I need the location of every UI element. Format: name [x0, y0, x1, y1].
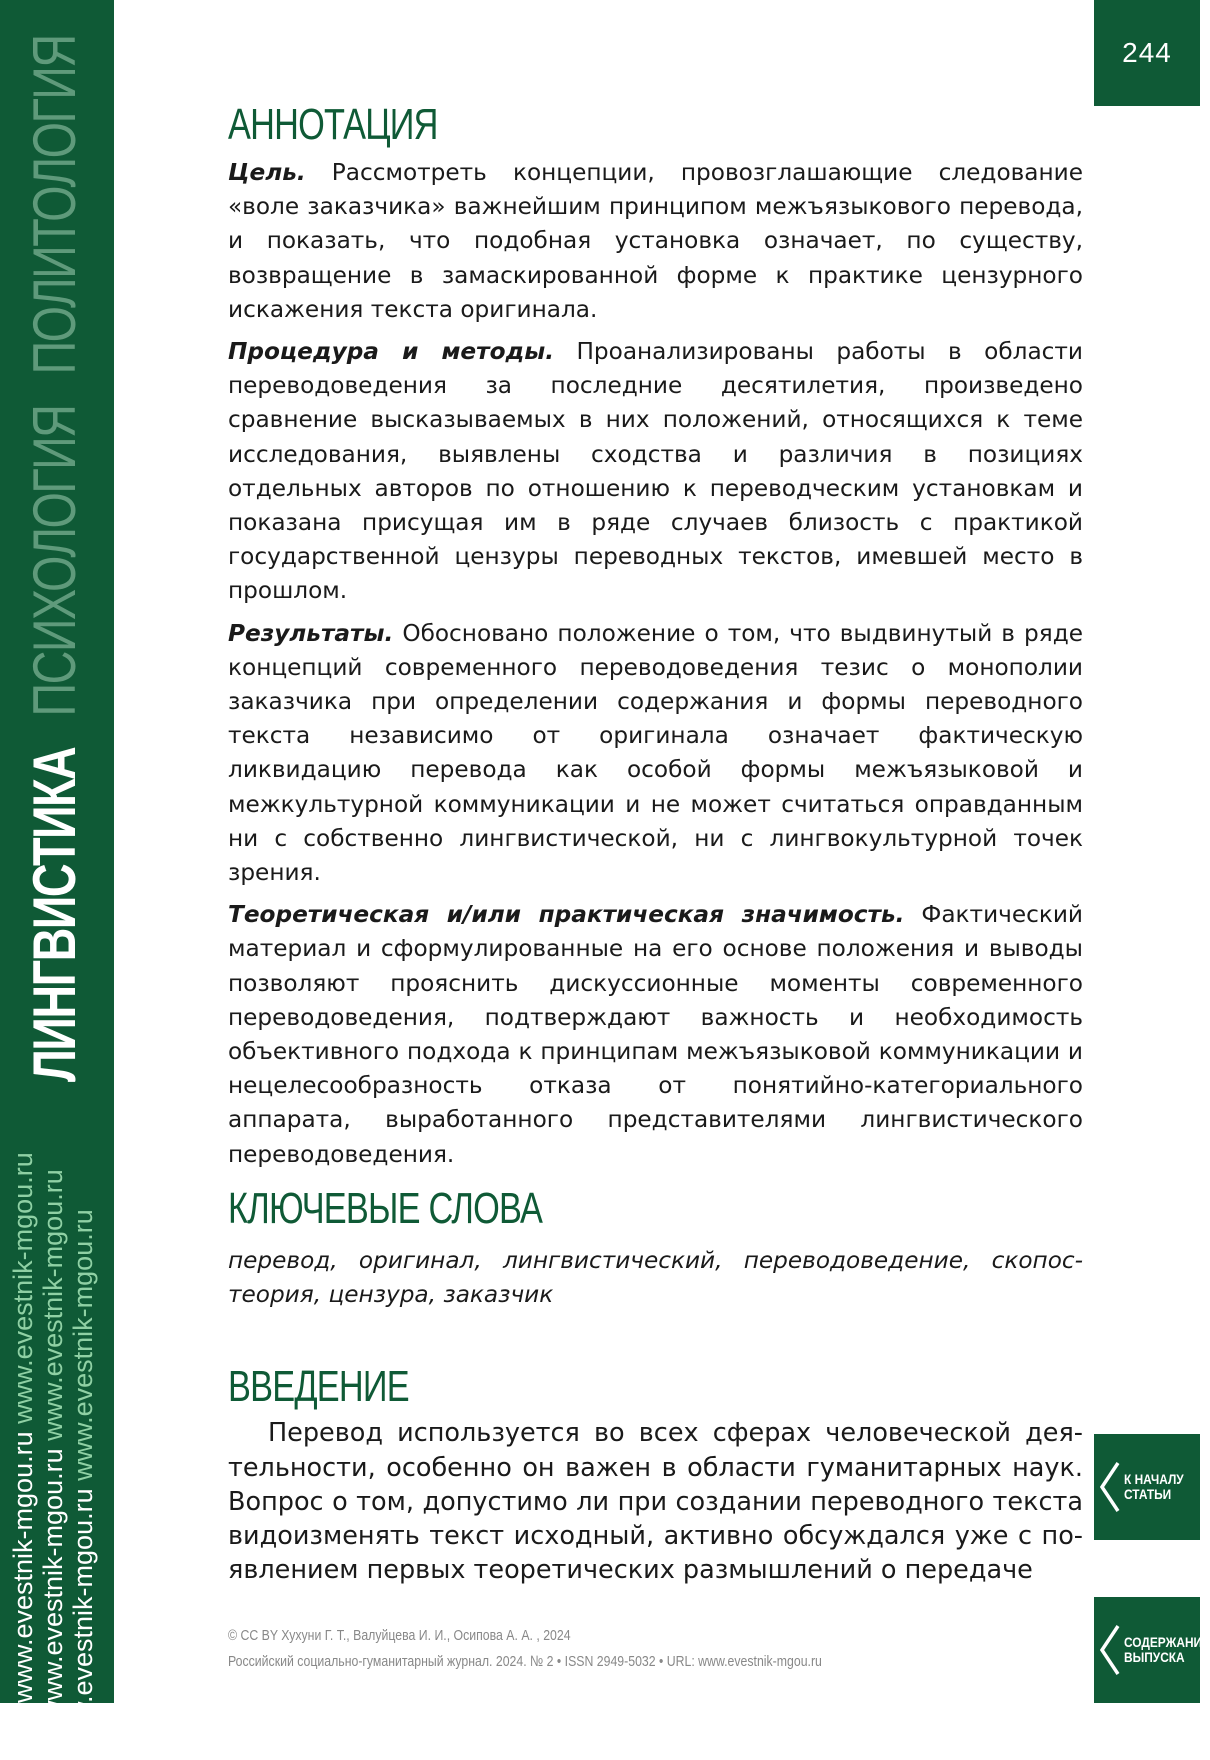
paragraph-text: Рассмотреть концепции, провозглашающие следование «воле заказчика» важнейшим принципом межъязыкового перевода, и показать, что подобная установка означает, по существу, возвращение в замаскированной форме к практике цензурного искажения текста оригинала.	[228, 159, 1083, 323]
journal-info-line: Российский социально-гуманитарный журнал. 2024. № 2 • ISSN 2949-5032 • URL: www.evestnik-mgou.ru	[228, 1653, 822, 1670]
paragraph-label: Процедура и методы.	[228, 338, 555, 366]
category-linguistics: ЛИНГВИСТИКА	[21, 747, 88, 1082]
sidebar-url-link[interactable]: www.evestnik-mgou.ru	[38, 1448, 68, 1720]
back-to-article-start-label	[1124, 1472, 1184, 1502]
nav-label-line: К НАЧАЛУ	[1124, 1471, 1184, 1487]
chevron-left-icon	[1098, 1459, 1122, 1515]
nav-label-line: СОДЕРЖАНИЕ	[1124, 1634, 1210, 1650]
copyright-line: © CC BY Хухуни Г. Т., Валуйцева И. И., Осипова А. А. , 2024	[228, 1627, 571, 1644]
annotation-paragraph-results	[228, 617, 1083, 891]
paragraph-text: Обосновано положение о том, что выдвинутый в ряде концепций современного переводоведения тезис о монополии заказчика при определении содержания и формы переводного текста независимо от оригинала означает фактическую ликвидацию перевода как особой формы межъязыковой и межкультурной коммуникации и не может считаться оправданным ни с собственно лингвистической, ни с лингвокультурной точек зрения.	[228, 619, 1083, 887]
annotation-paragraph-methods	[228, 335, 1083, 609]
chevron-left-icon	[1098, 1622, 1122, 1678]
sidebar-url-link[interactable]: www.evestnik-mgou.ru	[68, 1488, 98, 1760]
sidebar-url-link[interactable]: www.evestnik-mgou.ru	[68, 1209, 98, 1481]
page-number: 244	[1094, 0, 1200, 106]
introduction-heading: ВВЕДЕНИЕ	[228, 1362, 409, 1412]
paragraph-label: Цель.	[228, 159, 306, 186]
paragraph-text: Проанализированы работы в области переводоведения за последние десятилетия, произведено сравнение высказываемых в них положений, относящихся к теме исследования, выявлены сходства и различия в позициях отдельных авторов по отношению к переводческим установкам и показана присущая им в ряде случаев близость с практикой государственной цензуры переводных текстов, имевшей место в прошлом.	[228, 338, 1083, 605]
issue-contents-label	[1124, 1635, 1210, 1665]
sidebar-url-link[interactable]: www.evestnik-mgou.ru	[38, 1169, 68, 1441]
article-body	[228, 100, 1083, 1587]
paragraph-label: Теоретическая и/или практическая значимость.	[228, 901, 905, 929]
page-footer	[228, 1623, 822, 1675]
sidebar-url-link[interactable]: www.evestnik-mgou.ru	[8, 1431, 38, 1703]
paragraph-label: Результаты.	[228, 619, 394, 647]
annotation-paragraph-significance	[228, 898, 1083, 1172]
category-psychology: ПСИХОЛОГИЯ	[21, 405, 88, 717]
section-categories	[21, 4, 88, 1082]
sidebar-url-link[interactable]: www.evestnik-mgou.ru	[8, 1152, 38, 1424]
issue-contents-button[interactable]	[1094, 1597, 1210, 1703]
sidebar-url-row-1	[8, 1152, 39, 1703]
keywords-text: перевод, оригинал, лингвистический, переводоведение, скопос-теория, цензура, заказчик	[228, 1246, 1083, 1309]
sidebar-url-row-3	[68, 1209, 99, 1760]
keywords-heading: КЛЮЧЕВЫЕ СЛОВА	[228, 1183, 543, 1233]
paragraph-text: Фактический материал и сформулированные на его основе положения и выводы позволяют прояснить дискуссионные моменты современного переводоведения, подтверждают важность и необходимость объективного подхода к принципам межъязыковой коммуникации и нецелесообразность отказа от понятийно-категориального аппарата, выработанного представителями лингвистического переводоведения.	[228, 901, 1083, 1168]
sidebar	[0, 0, 114, 1760]
nav-label-line: ВЫПУСКА	[1124, 1649, 1185, 1665]
annotation-paragraph-goal	[228, 156, 1083, 327]
sidebar-url-row-2	[38, 1169, 69, 1720]
category-political-science: ПОЛИТОЛОГИЯ	[21, 35, 88, 375]
nav-label-line: СТАТЬИ	[1124, 1486, 1172, 1502]
introduction-text: Перевод используется во всех сферах человеческой деятельности, особенно он важен в области гуманитарных наук. Вопрос о том, допустимо ли при создании переводного текста видоизменять текст исходный, активно обсуждался уже с появлением первых теоретических размышлений о передаче	[228, 1418, 1083, 1586]
back-to-article-start-button[interactable]	[1094, 1434, 1200, 1540]
annotation-heading: АННОТАЦИЯ	[228, 100, 438, 149]
